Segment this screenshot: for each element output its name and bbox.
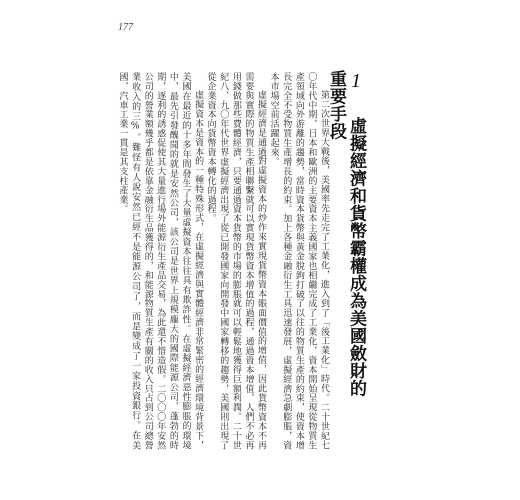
chapter-number: 1 [345, 70, 367, 93]
body-text [116, 72, 330, 450]
chapter-heading [326, 70, 366, 400]
body-paragraph: 第二次世界大戰後，美國率先走完了工業化，進入到了「後工業化」時代。二十世紀七〇年代中期，日本和歐洲的主要資本主義國家也相繼完成了工業化，資本開始呈現從物質生產領域向外游離的趨勢，當時資本貨幣與黃金脫鉤打破了以往的物質生產的約束，使資本增長完全不受物質生產增長的約束。加上各種金融衍生工具迅速發展，虛擬經濟急劇膨脹，資本市場空前活躍起來。 [268, 72, 329, 450]
body-paragraph: 虛擬經濟是通過對虛擬資本的炒作來實現貨幣資本賬面價值的增值，因此貨幣資本不再需要與實際的物質生產相聯繫就可以實現貨幣資本增值的過程，通過資本增值，人們不必再用錢做那些費體經濟，只要通過資本貨幣的市場的膨脹就可以輕鬆地獲得巨額利潤。二十世紀八、九〇年代世界虛擬經濟出現了從已開發國家向開發中國家轉移的趨勢，美國則出現了從企業資本向貨幣資本轉化的過程。 [205, 72, 267, 450]
chapter-title: 虛擬經濟和貨幣霸權成為美國斂財的重要手段 [326, 70, 366, 397]
body-paragraph: 虛擬資本是資本的一種特殊形式，在虛擬經濟與實體經濟非常緊密的經濟環境背景下，美國在最近的十多年間發生了大量虛擬資本往往具有欺詐性。在虛擬經濟惡性膨脹的環境中，最先引發醜聞的就是安然公司，該公司是世界上規模龐大的國際能源公司，蓬勃的時期，逐利的誘惑促使其大量進行場外能源衍生產品交易，為此還不惜造假。二〇〇〇年安然公司的營業額幾乎都是依靠金融衍生品獲得的，和能源物質生產有關的收入只占到公司總營業收入的三%。難怪有人說安然已經不是能源公司了，而是變成了一家投資銀行。在美國，汽車工業一貫是其支柱產業。 [117, 72, 204, 450]
page-number: 177 [118, 22, 133, 33]
